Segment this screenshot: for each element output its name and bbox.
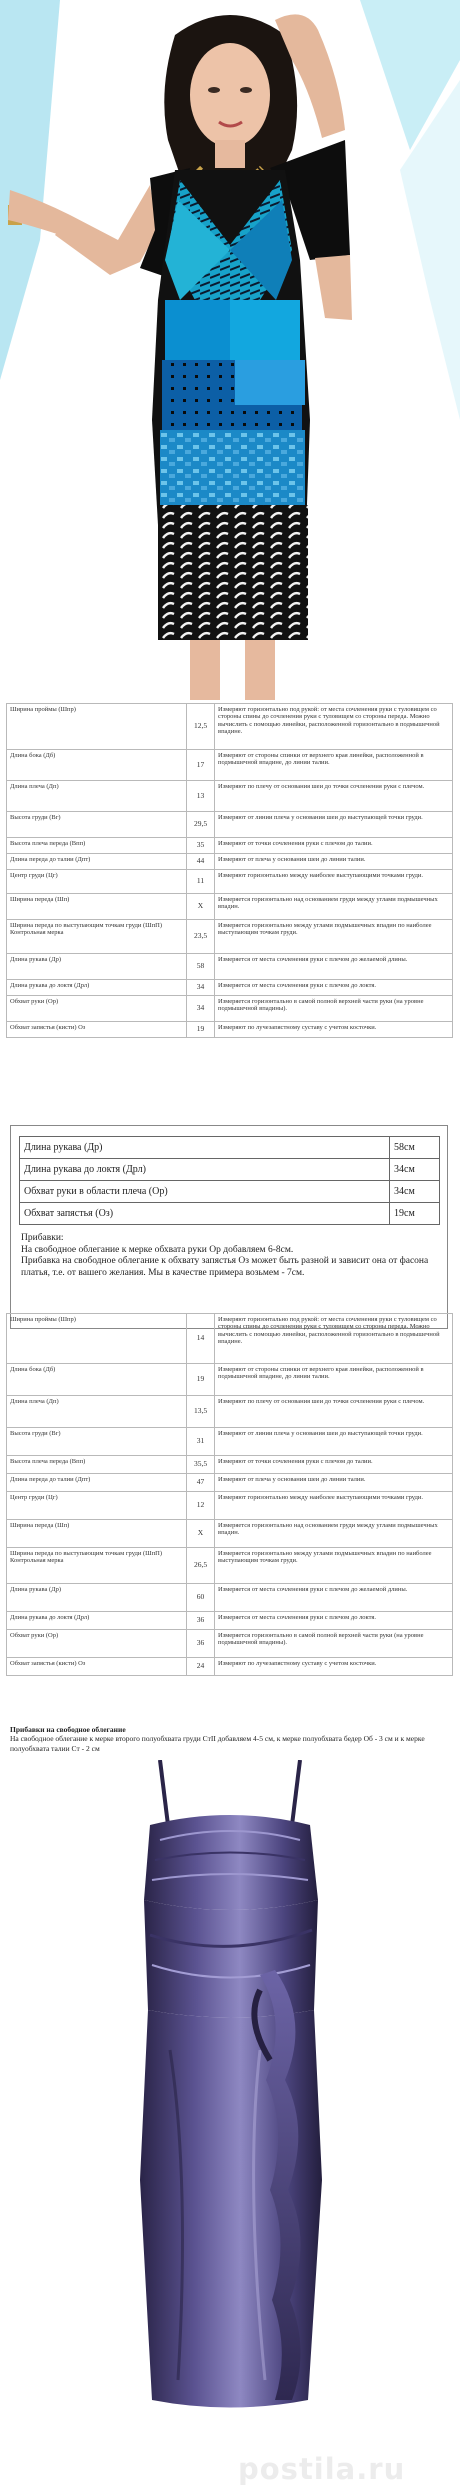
table-row xyxy=(7,1548,453,1584)
measure-name: Длина бока (Дб) xyxy=(7,1364,187,1396)
measure-value: 26,5 xyxy=(187,1548,215,1584)
measure-description: Измеряют от плеча у основания шеи до линии талии. xyxy=(215,1474,453,1492)
measure-description: Измеряют от точки сочленения руки с плечом до талии. xyxy=(215,1456,453,1474)
sleeve-measure-value: 58см xyxy=(390,1137,440,1159)
table-row xyxy=(7,1474,453,1492)
measure-name: Высота плеча переда (Впп) xyxy=(7,1456,187,1474)
measure-description: Измеряют от точки сочленения руки с плечом до талии. xyxy=(215,838,453,854)
measure-name: Обхват запястья (кисти) Оз xyxy=(7,1022,187,1038)
table-row xyxy=(7,1022,453,1038)
table-row xyxy=(7,996,453,1022)
table-row xyxy=(7,1428,453,1456)
measure-description: Измеряют от стороны спинки от верхнего края линейки, расположенной в подмышечной впадине, до линии талии. xyxy=(215,750,453,781)
measure-name: Обхват запястья (кисти) Оз xyxy=(7,1658,187,1676)
measure-name: Длина переда до талии (Дпт) xyxy=(7,854,187,870)
measure-value: 17 xyxy=(187,750,215,781)
purple-dress-illustration xyxy=(60,1760,400,2465)
sleeve-measure-value: 19см xyxy=(390,1203,440,1225)
measure-description: Измеряют от линии плеча у основания шеи до выступающей точки груди. xyxy=(215,812,453,838)
measure-description: Измеряется от места сочленения руки с плечом до желаемой длины. xyxy=(215,954,453,980)
measure-description: Измеряют от стороны спинки от верхнего края линейки, расположенной в подмышечной впадине, до линии талии. xyxy=(215,1364,453,1396)
sleeve-table xyxy=(19,1136,440,1225)
measure-value: 35,5 xyxy=(187,1456,215,1474)
measure-value: 13 xyxy=(187,781,215,812)
measure-description: Измеряют от плеча у основания шеи до линии талии. xyxy=(215,854,453,870)
model-illustration xyxy=(0,0,460,700)
table-row xyxy=(7,980,453,996)
fit-allowance-title: Прибавки на свободное облегание xyxy=(10,1725,126,1734)
measure-name: Длина переда до талии (Дпт) xyxy=(7,1474,187,1492)
measure-name: Длина плеча (Дп) xyxy=(7,781,187,812)
measure-description: Измеряется горизонтально над основанием груди между углами подмышечных впадин. xyxy=(215,894,453,920)
sleeve-measure-value: 34см xyxy=(390,1159,440,1181)
table-row xyxy=(7,781,453,812)
measure-value: 47 xyxy=(187,1474,215,1492)
table-row xyxy=(7,812,453,838)
sleeve-measure-name: Длина рукава до локтя (Дрл) xyxy=(20,1159,390,1181)
measure-description: Измеряют горизонтально под рукой: от места сочленения руки с туловищем со стороны спины до сочленения руки с туловищем со стороны переда. Можно вычислить с помощью линейки, расположенной горизонтально в подмышечной впадине. xyxy=(215,704,453,750)
measure-value: Х xyxy=(187,894,215,920)
measure-value: 44 xyxy=(187,854,215,870)
measure-name: Длина рукава (Др) xyxy=(7,954,187,980)
sleeve-measure-value: 34см xyxy=(390,1181,440,1203)
table-row xyxy=(7,894,453,920)
measure-value: 29,5 xyxy=(187,812,215,838)
watermark-logo: postila.ru xyxy=(238,2452,406,2486)
table-row xyxy=(20,1159,440,1181)
measurements-table-1 xyxy=(6,703,453,1038)
measure-description: Измеряется горизонтально над основанием груди между углами подмышечных впадин. xyxy=(215,1520,453,1548)
table-row xyxy=(7,750,453,781)
measure-value: 36 xyxy=(187,1630,215,1658)
measure-description: Измеряется от места сочленения руки с плечом до желаемой длины. xyxy=(215,1584,453,1612)
measure-description: Измеряется горизонтально между углами подмышечных впадин по наиболее выступающим точкам груди. xyxy=(215,1548,453,1584)
measure-name: Ширина проймы (Шпр) xyxy=(7,1314,187,1364)
table-row xyxy=(7,870,453,894)
table-row xyxy=(7,854,453,870)
table-row xyxy=(7,1658,453,1676)
measure-name: Длина плеча (Дп) xyxy=(7,1396,187,1428)
table-row xyxy=(7,1520,453,1548)
measure-description: Измеряется горизонтально в самой полной верхней части руки (на уровне подмышечной впадины). xyxy=(215,996,453,1022)
table-row xyxy=(7,1364,453,1396)
measure-name: Длина рукава (Др) xyxy=(7,1584,187,1612)
fit-allowance-text: На свободное облегание к мерке второго полуобхвата груди СтII добавляем 4-5 см, к мерке полуобхвата бедер Об - 3 см и к мерке полуобхвата талии Ст - 2 см xyxy=(10,1734,425,1753)
measure-name: Ширина переда по выступающим точкам груди (ШпП) Контрольная мерка xyxy=(7,920,187,954)
measure-name: Высота плеча переда (Впп) xyxy=(7,838,187,854)
measure-description: Измеряется от места сочленения руки с плечом до локтя. xyxy=(215,1612,453,1630)
sleeve-measurements-box xyxy=(10,1125,448,1329)
measure-value: 35 xyxy=(187,838,215,854)
measure-name: Длина рукава до локтя (Дрл) xyxy=(7,980,187,996)
measure-value: 12,5 xyxy=(187,704,215,750)
measure-name: Обхват руки (Ор) xyxy=(7,1630,187,1658)
measure-value: 19 xyxy=(187,1364,215,1396)
allowance-line: На свободное облегание к мерке обхвата руки Ор добавляем 6-8см. xyxy=(21,1244,294,1255)
measure-name: Центр груди (Цг) xyxy=(7,870,187,894)
photo-purple-dress xyxy=(60,1760,400,2465)
table-row xyxy=(7,838,453,854)
measure-name: Ширина переда (Шп) xyxy=(7,1520,187,1548)
measure-name: Ширина проймы (Шпр) xyxy=(7,704,187,750)
measure-value: 23,5 xyxy=(187,920,215,954)
measure-value: 60 xyxy=(187,1584,215,1612)
measure-name: Ширина переда по выступающим точкам груди (ШпП) Контрольная мерка xyxy=(7,1548,187,1584)
hero-photo-dress-blue-print xyxy=(0,0,460,700)
measure-description: Измеряют от линии плеча у основания шеи до выступающей точки груди. xyxy=(215,1428,453,1456)
measure-description: Измеряют по плечу от основания шеи до точки сочленения руки с плечом. xyxy=(215,781,453,812)
table-row xyxy=(7,1314,453,1364)
allowance-title: Прибавки: xyxy=(21,1233,64,1243)
measurements-table-2 xyxy=(6,1313,453,1676)
measure-description: Измеряют по лучезапястному суставу с учетом косточки. xyxy=(215,1658,453,1676)
measure-name: Ширина переда (Шп) xyxy=(7,894,187,920)
table-row xyxy=(7,1612,453,1630)
measure-name: Длина бока (Дб) xyxy=(7,750,187,781)
measure-value: 11 xyxy=(187,870,215,894)
measure-value: 12 xyxy=(187,1492,215,1520)
measure-value: 14 xyxy=(187,1314,215,1364)
table-row xyxy=(7,1584,453,1612)
table-row xyxy=(7,704,453,750)
measure-description: Измеряется горизонтально между углами подмышечных впадин по наиболее выступающим точкам груди. xyxy=(215,920,453,954)
table-row xyxy=(7,1456,453,1474)
measure-value: Х xyxy=(187,1520,215,1548)
measure-description: Измеряется горизонтально в самой полной верхней части руки (на уровне подмышечной впадины). xyxy=(215,1630,453,1658)
table-row xyxy=(20,1203,440,1225)
measure-description: Измеряется от места сочленения руки с плечом до локтя. xyxy=(215,980,453,996)
measure-value: 34 xyxy=(187,980,215,996)
measure-description: Измеряют горизонтально под рукой: от места сочленения руки с туловищем со стороны спины до сочленения руки с туловищем со стороны переда. Можно вычислить с помощью линейки, расположенной горизонтально в подмышечной впадине. xyxy=(215,1314,453,1364)
measure-value: 13,5 xyxy=(187,1396,215,1428)
table-row xyxy=(7,954,453,980)
measure-description: Измеряют горизонтально между наиболее выступающими точками груди. xyxy=(215,1492,453,1520)
measure-name: Высота груди (Вг) xyxy=(7,812,187,838)
measure-value: 58 xyxy=(187,954,215,980)
measure-name: Обхват руки (Ор) xyxy=(7,996,187,1022)
measure-value: 34 xyxy=(187,996,215,1022)
measure-name: Длина рукава до локтя (Дрл) xyxy=(7,1612,187,1630)
sleeve-measure-name: Обхват запястья (Оз) xyxy=(20,1203,390,1225)
table-row xyxy=(20,1137,440,1159)
table-row xyxy=(7,1492,453,1520)
measure-description: Измеряют по плечу от основания шеи до точки сочленения руки с плечом. xyxy=(215,1396,453,1428)
table-row xyxy=(20,1181,440,1203)
table-row xyxy=(7,1396,453,1428)
sleeve-measure-name: Обхват руки в области плеча (Ор) xyxy=(20,1181,390,1203)
allowance-note xyxy=(21,1233,437,1279)
allowance-line: Прибавка на свободное облегание к обхвату запястья Оз может быть разной и зависит она от фасона платья, т.е. от вашего желания. Мы в качестве примера возьмем - 7см. xyxy=(21,1256,429,1278)
measure-value: 24 xyxy=(187,1658,215,1676)
measure-name: Центр груди (Цг) xyxy=(7,1492,187,1520)
measure-value: 36 xyxy=(187,1612,215,1630)
fit-allowance-note xyxy=(10,1725,450,1753)
measure-value: 19 xyxy=(187,1022,215,1038)
measure-name: Высота груди (Вг) xyxy=(7,1428,187,1456)
sleeve-measure-name: Длина рукава (Др) xyxy=(20,1137,390,1159)
measure-value: 31 xyxy=(187,1428,215,1456)
table-row xyxy=(7,920,453,954)
measure-description: Измеряют по лучезапястному суставу с учетом косточки. xyxy=(215,1022,453,1038)
measure-description: Измеряют горизонтально между наиболее выступающими точками груди. xyxy=(215,870,453,894)
table-row xyxy=(7,1630,453,1658)
